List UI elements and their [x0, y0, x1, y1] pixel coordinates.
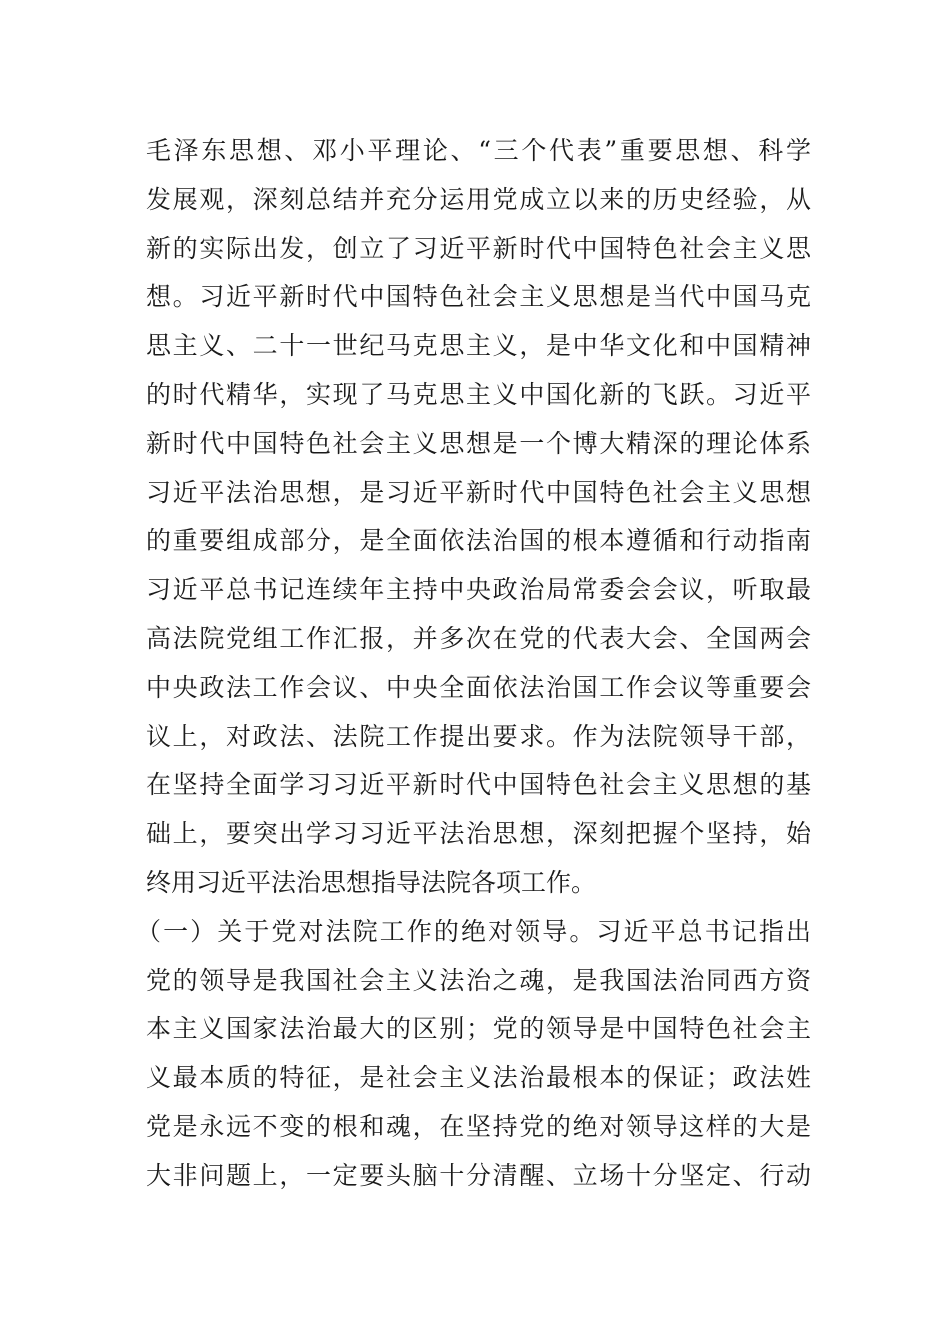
text-line: 毛泽东思想、邓小平理论、“三个代表”重要思想、科学: [146, 136, 811, 165]
text-line: 的时代精华，实现了马克思主义中国化新的飞跃。习近平: [146, 379, 811, 409]
section-heading-line: （一）关于党对法院工作的绝对领导。习近平总书记指出: [136, 916, 811, 946]
text-line: 新的实际出发，创立了习近平新时代中国特色社会主义思: [146, 233, 811, 263]
body-text: [136, 127, 811, 1201]
text-line: 新时代中国特色社会主义思想是一个博大精深的理论体系: [146, 428, 811, 458]
text-line: 的重要组成部分，是全面依法治国的根本遵循和行动指南: [146, 526, 811, 556]
text-line: 中央政法工作会议、中央全面依法治国工作会议等重要会: [146, 672, 811, 702]
text-line: 习近平法治思想，是习近平新时代中国特色社会主义思想: [146, 477, 811, 507]
text-line: 发展观，深刻总结并充分运用党成立以来的历史经验，从: [146, 184, 811, 214]
text-line: 本主义国家法治最大的区别；党的领导是中国特色社会主: [146, 1014, 811, 1044]
text-line: 义最本质的特征，是社会主义法治最根本的保证；政法姓: [146, 1063, 811, 1093]
text-line: 议上，对政法、法院工作提出要求。作为法院领导干部，: [146, 721, 811, 751]
text-line: 在坚持全面学习习近平新时代中国特色社会主义思想的基: [146, 770, 811, 800]
text-line: 习近平总书记连续年主持中央政治局常委会会议，听取最: [146, 575, 811, 605]
text-line: 终用习近平法治思想指导法院各项工作。: [146, 867, 597, 897]
text-line: 想。习近平新时代中国特色社会主义思想是当代中国马克: [146, 282, 811, 312]
text-line: 党是永远不变的根和魂，在坚持党的绝对领导这样的大是: [146, 1111, 811, 1141]
text-line: 础上，要突出学习习近平法治思想，深刻把握个坚持，始: [146, 819, 811, 849]
text-line: 党的领导是我国社会主义法治之魂，是我国法治同西方资: [146, 965, 811, 995]
text-line: 高法院党组工作汇报，并多次在党的代表大会、全国两会: [146, 623, 811, 653]
text-line: 思主义、二十一世纪马克思主义，是中华文化和中国精神: [146, 331, 811, 361]
text-line: 大非问题上，一定要头脑十分清醒、立场十分坚定、行动: [146, 1160, 811, 1190]
